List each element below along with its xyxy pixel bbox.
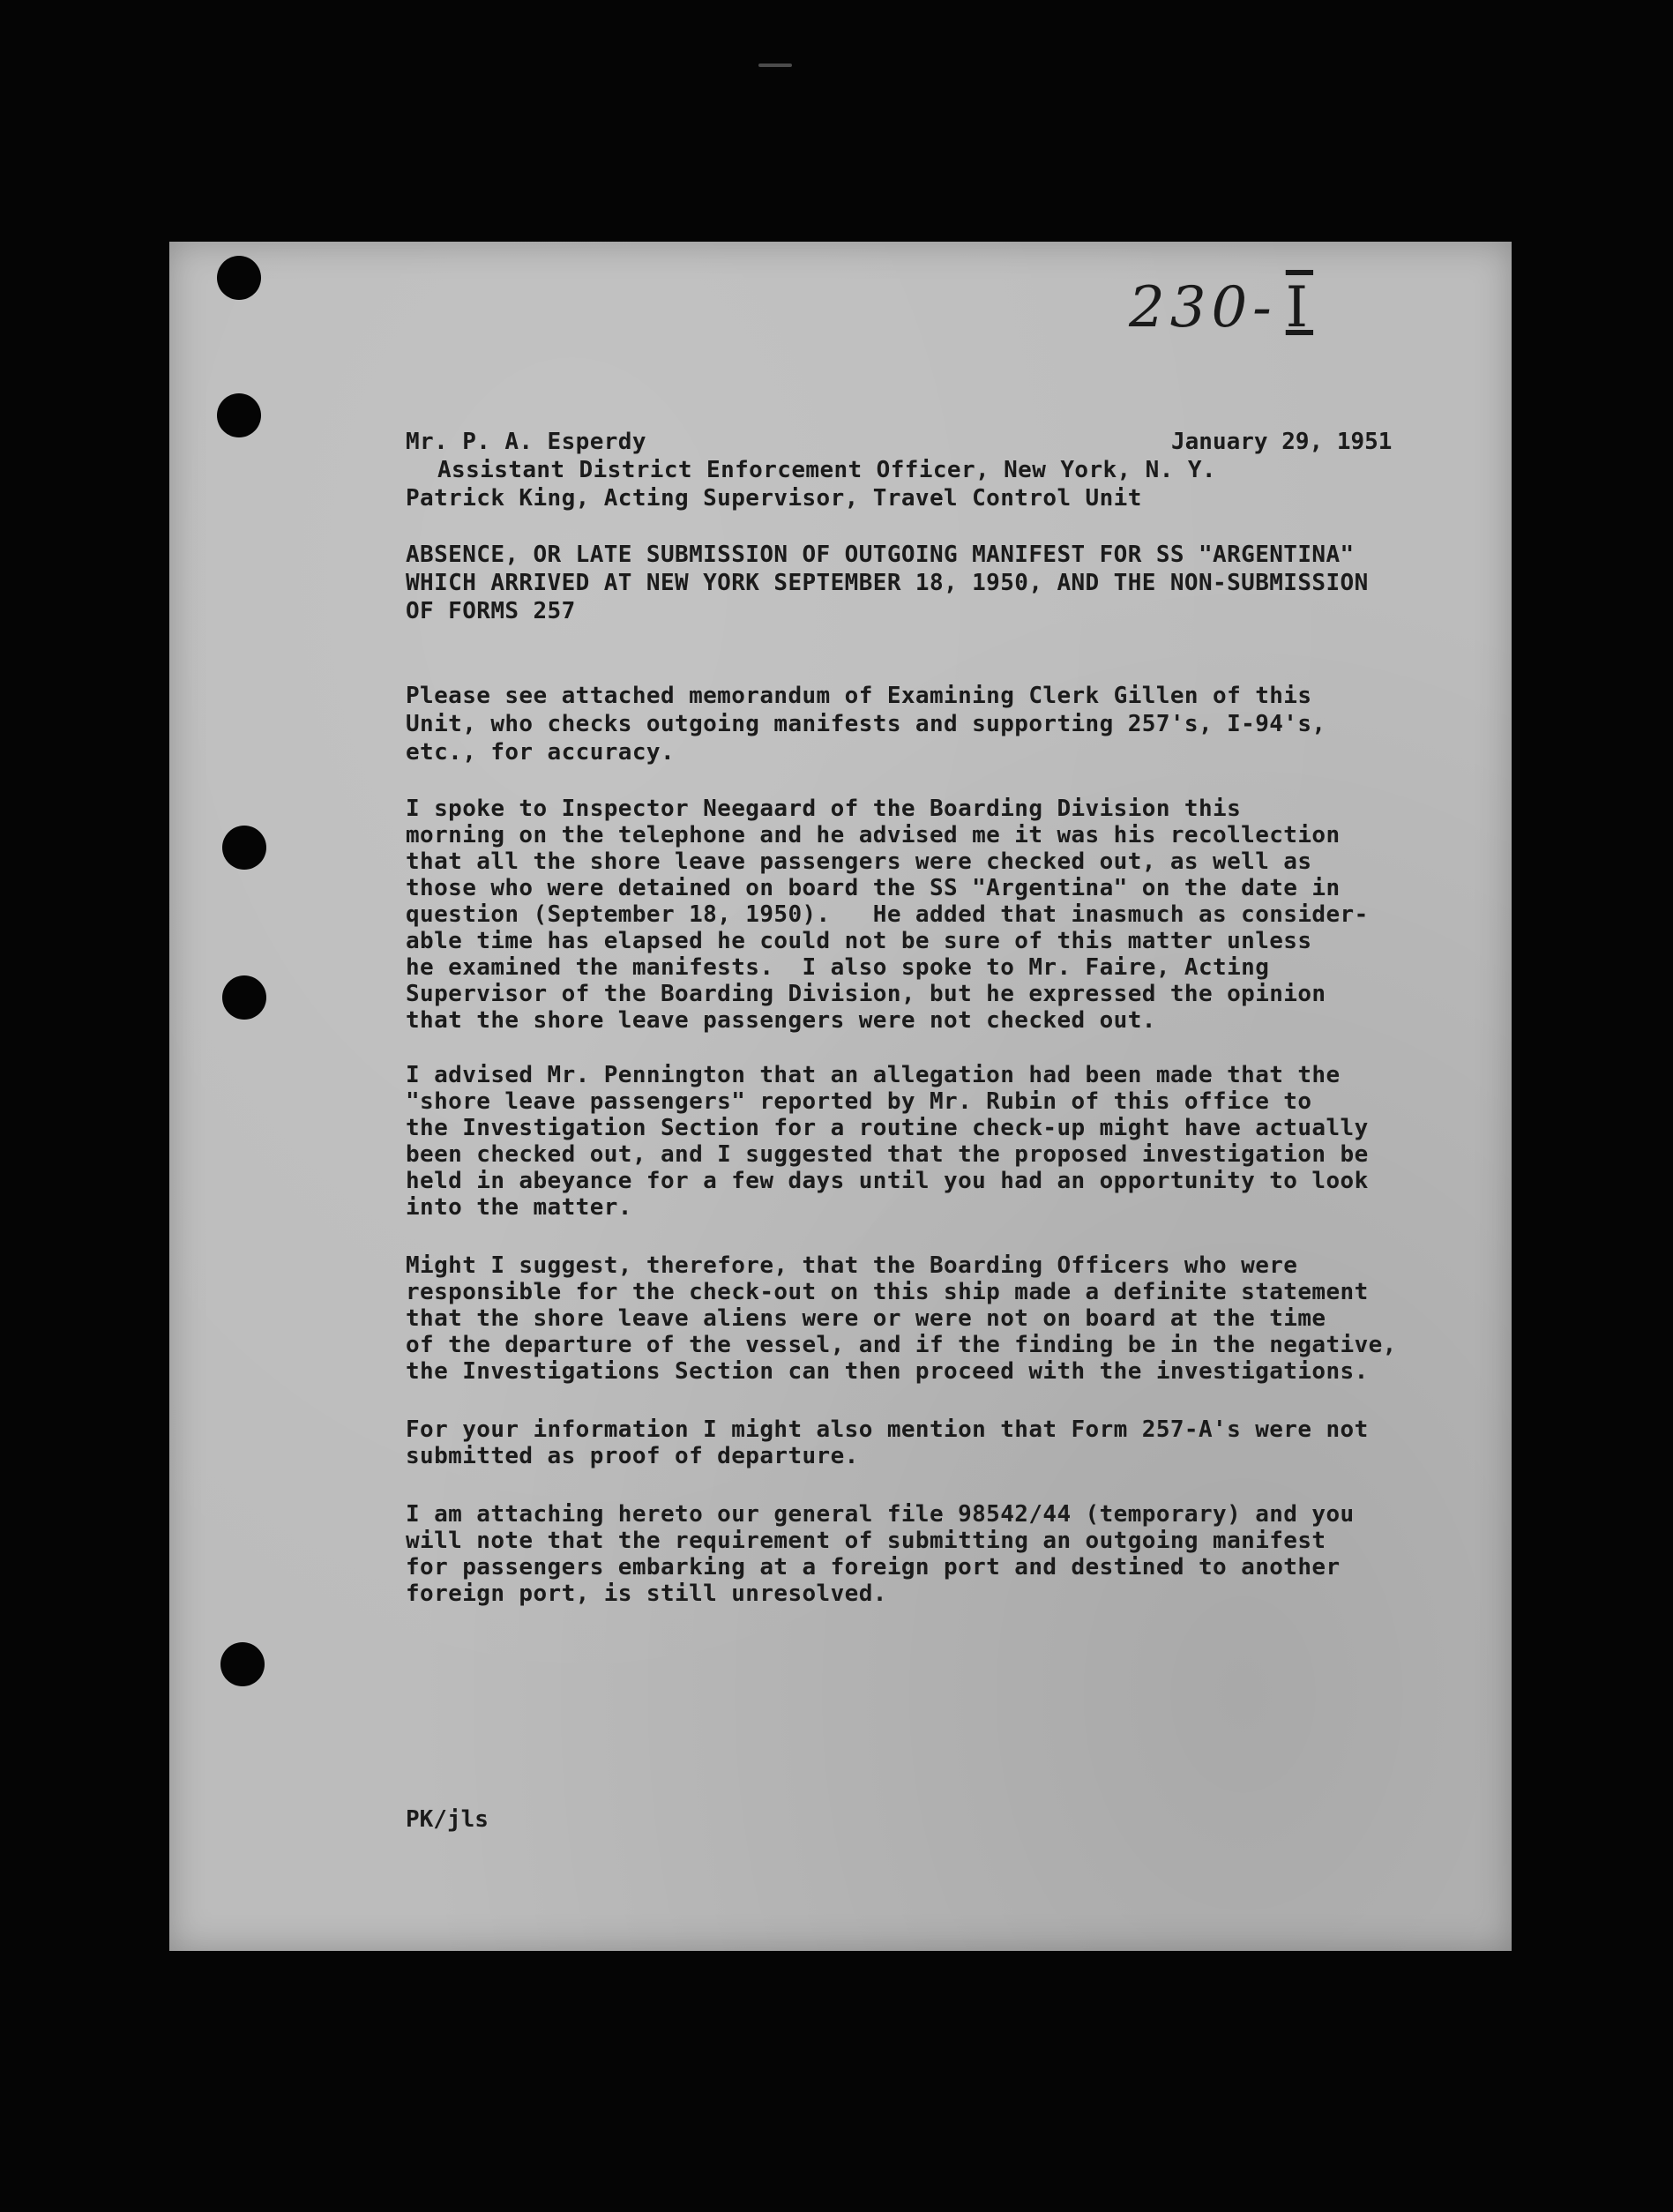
body-line: I am attaching hereto our general file 98542/44 (temporary) and you [406,1501,1355,1528]
body-line: etc., for accuracy. [406,739,676,766]
punch-hole [217,256,261,300]
body-line: Supervisor of the Boarding Division, but he expressed the opinion [406,981,1326,1007]
body-line: been checked out, and I suggested that the proposed investigation be [406,1141,1369,1168]
punch-hole [222,975,266,1020]
body-line: foreign port, is still unresolved. [406,1581,887,1607]
body-line: "shore leave passengers" reported by Mr. Rubin of this office to [406,1088,1312,1115]
body-line: morning on the telephone and he advised me it was his recollection [406,822,1341,848]
sender: Patrick King, Acting Supervisor, Travel Control Unit [406,485,1142,512]
body-line: that all the shore leave passengers were checked out, as well as [406,848,1312,875]
subject-line: WHICH ARRIVED AT NEW YORK SEPTEMBER 18, 1950, AND THE NON-SUBMISSION [406,570,1369,596]
body-line: will note that the requirement of submitting an outgoing manifest [406,1528,1326,1554]
body-line: he examined the manifests. I also spoke to Mr. Faire, Acting [406,954,1270,981]
body-line: of the departure of the vessel, and if the finding be in the negative, [406,1332,1397,1358]
addressee: Mr. P. A. Esperdy [406,429,646,455]
body-line: the Investigation Section for a routine check-up might have actually [406,1115,1369,1141]
film-scratch [758,64,792,67]
body-line: those who were detained on board the SS "Argentina" on the date in [406,875,1341,901]
typist-initials: PK/jls [406,1806,489,1833]
subject-line: OF FORMS 257 [406,598,576,624]
body-line: Unit, who checks outgoing manifests and supporting 257's, I-94's, [406,711,1326,737]
punch-hole [220,1642,265,1686]
body-line: responsible for the check-out on this ship made a definite statement [406,1279,1369,1305]
punch-hole [222,826,266,870]
handwritten-file-number: 230- I [1129,275,1314,340]
body-line: For your information I might also mention that Form 257-A's were not [406,1416,1369,1443]
body-line: I advised Mr. Pennington that an allegation had been made that the [406,1062,1341,1088]
body-line: that the shore leave passengers were not checked out. [406,1007,1156,1034]
punch-hole [217,393,261,437]
subject-line: ABSENCE, OR LATE SUBMISSION OF OUTGOING MANIFEST FOR SS "ARGENTINA" [406,542,1355,568]
body-line: that the shore leave aliens were or were not on board at the time [406,1305,1326,1332]
body-line: the Investigations Section can then proceed with the investigations. [406,1358,1369,1385]
body-line: able time has elapsed he could not be sure of this matter unless [406,928,1312,954]
body-line: question (September 18, 1950). He added that inasmuch as consider- [406,901,1369,928]
body-line: for passengers embarking at a foreign port and destined to another [406,1554,1341,1581]
addressee-title: Assistant District Enforcement Officer, New York, N. Y. [437,457,1216,483]
body-line: I spoke to Inspector Neegaard of the Boarding Division this [406,796,1242,822]
body-line: into the matter. [406,1194,632,1221]
body-line: held in abeyance for a few days until you had an opportunity to look [406,1168,1369,1194]
body-line: Please see attached memorandum of Examining Clerk Gillen of this [406,683,1312,709]
body-line: submitted as proof of departure. [406,1443,859,1469]
memo-date: January 29, 1951 [1171,429,1393,455]
body-line: Might I suggest, therefore, that the Boarding Officers who were [406,1252,1298,1279]
